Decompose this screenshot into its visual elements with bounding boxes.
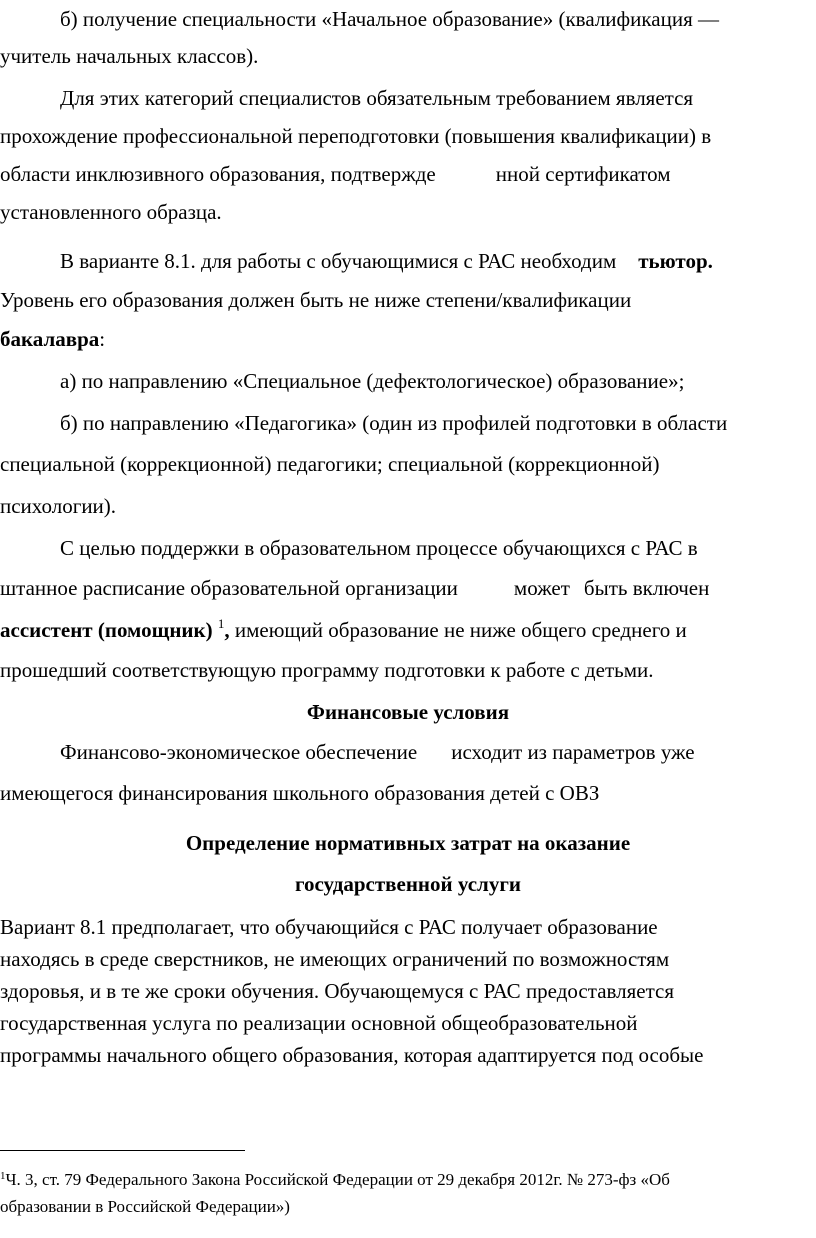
text: имеющий образование не ниже общего среднего и [234,618,687,642]
text: , [224,618,230,642]
text: С целью поддержки в образовательном процессе обучающихся с РАС в [60,536,698,560]
paragraph-line [60,734,695,772]
text: специальной (коррекционной) педагогики; специальной (коррекционной) [0,452,660,476]
paragraph-line [0,570,709,608]
text: Финансово-экономическое обеспечение [60,740,418,764]
heading-text: Определение нормативных затрат на оказание [185,831,631,855]
section-heading [0,866,816,904]
footnote [0,1193,290,1220]
text: нной сертификатом [495,162,671,186]
paragraph-line [0,612,687,650]
text: имеющегося финансирования школьного образования детей с ОВЗ [0,781,600,805]
bold-term-tutor: тьютор. [638,249,713,273]
paragraph-line [0,652,653,690]
text: может [513,576,570,600]
paragraph-line [0,911,658,943]
footnote-text: Ч. 3, ст. 79 Федерального Закона Российской Федерации от 29 декабря 2012г. № 273-фз «Об [5,1170,670,1189]
footnote-text: образовании в Российской Федерации») [0,1197,290,1216]
text: учитель начальных классов). [0,44,259,68]
text: установленного образца. [0,200,222,224]
text: области инклюзивного образования, подтвержде [0,162,436,186]
text: исходит из параметров уже [451,740,695,764]
text: здоровья, и в те же сроки обучения. Обучающемуся с РАС предоставляется [0,979,675,1003]
paragraph-line [0,194,222,232]
paragraph-line [0,282,631,320]
footnote-marker: 1 [0,1170,6,1182]
text: : [99,327,106,351]
footnote-separator [0,1150,245,1151]
paragraph-line [0,488,116,526]
text: Вариант 8.1 предполагает, что обучающийся с РАС получает образование [0,915,658,939]
text: В варианте 8.1. для работы с обучающимися с РАС необходим [60,249,617,273]
heading-text: государственной услуги [295,872,521,896]
paragraph-line [0,943,669,975]
text: быть включен [583,576,710,600]
paragraph-line [0,775,599,813]
text: б) по направлению «Педагогика» (один из профилей подготовки в области [60,411,728,435]
text: б) получение специальности «Начальное образование» (квалификация — [60,7,719,31]
paragraph-line [0,118,711,156]
footnote [0,1166,670,1193]
bold-term-bachelor: бакалавра [0,327,100,351]
text: Уровень его образования должен быть не ниже степени/квалификации [0,288,632,312]
text: находясь в среде сверстников, не имеющих ограничений по возможностям [0,947,670,971]
text: программы начального общего образования, которая адаптируется под особые [0,1043,704,1067]
paragraph-line [0,1039,703,1071]
paragraph-line [60,243,713,281]
heading-text: Финансовые условия [306,700,510,724]
paragraph-line [0,446,659,484]
paragraph-line [0,975,674,1007]
section-heading [0,825,816,863]
paragraph-line [0,321,105,359]
section-heading [0,694,816,732]
text: прохождение профессиональной переподготовки (повышения квалификации) в [0,124,712,148]
text: Для этих категорий специалистов обязательным требованием является [60,86,694,110]
paragraph-line [0,1007,638,1039]
paragraph-line [0,38,258,76]
paragraph-line [60,530,698,568]
text: штанное расписание образовательной организации [0,576,458,600]
paragraph-line [0,156,671,194]
text: государственная услуга по реализации основной общеобразовательной [0,1011,638,1035]
paragraph-line [60,80,693,118]
list-item [60,405,727,443]
paragraph-line [60,1,719,39]
text: психологии). [0,494,117,518]
bold-term-assistant: ассистент (помощник) [0,618,213,642]
text: прошедший соответствующую программу подготовки к работе с детьми. [0,658,654,682]
list-item [60,363,684,401]
footnote-reference[interactable]: 1 [217,616,225,631]
text: а) по направлению «Специальное (дефектологическое) образование»; [60,369,685,393]
